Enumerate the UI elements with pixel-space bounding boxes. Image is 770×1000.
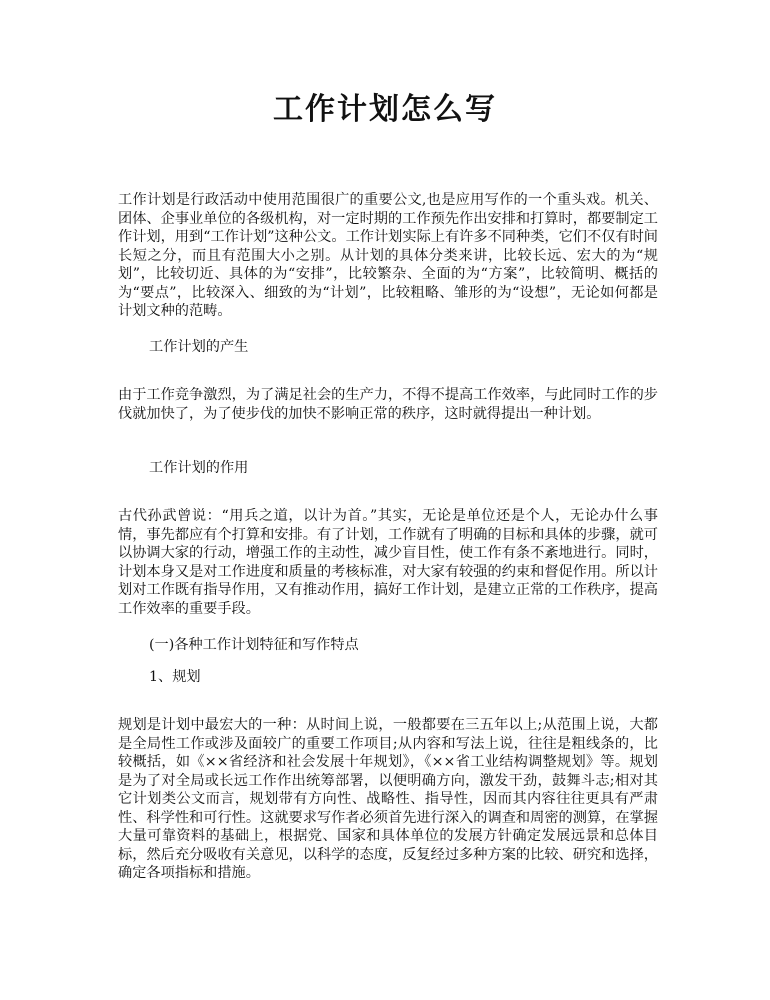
subsection-heading-plan: 1、规划 xyxy=(149,669,201,685)
role-paragraph: 古代孙武曾说：“用兵之道，以计为首。”其实，无论是单位还是个人，无论办什么事情，事先都应有个打算和安排。有了计划，工作就有了明确的目标和具体的步骤，就可以协调大家的行动，增强工作的主动性，减少盲目性，使工作有条不紊地进行。同时，计划本身又是对工作进度和质量的考核标准，对大家有较强的约束和督促作用。所以计划对工作既有指导作用，又有推动作用，搞好工作计划，是建立正常的工作秩序，提高工作效率的重要手段。 xyxy=(118,508,658,617)
section-heading-role: 工作计划的作用 xyxy=(149,460,249,476)
origin-paragraph: 由于工作竞争激烈，为了满足社会的生产力，不得不提高工作效率，与此同时工作的步伐就加快了，为了使步伐的加快不影响正常的秩序，这时就得提出一种计划。 xyxy=(118,387,658,422)
intro-paragraph: 工作计划是行政活动中使用范围很广的重要公文,也是应用写作的一个重头戏。机关、团体、企事业单位的各级机构，对一定时期的工作预先作出安排和打算时，都要制定工作计划，用到“工作计划”这种公文。工作计划实际上有许多不同种类，它们不仅有时间长短之分，而且有范围大小之别。从计划的具体分类来讲，比较长远、宏大的为“规划”，比较切近、具体的为“安排”，比较繁杂、全面的为“方案”，比较简明、概括的为“要点”，比较深入、细致的为“计划”，比较粗略、雏形的为“设想”，无论如何都是计划文种的范畴。 xyxy=(118,192,658,319)
document-title: 工作计划怎么写 xyxy=(273,92,497,127)
section-heading-origin: 工作计划的产生 xyxy=(149,339,249,355)
section-heading-types: (一)各种工作计划特征和写作特点 xyxy=(149,637,359,653)
plan-paragraph: 规划是计划中最宏大的一种：从时间上说，一般都要在三五年以上;从范围上说，大都是全局性工作或涉及面较广的重要工作项目;从内容和写法上说，往往是粗线条的，比较概括，如《××省经济和社会发展十年规划》，《××省工业结构调整规划》等。规划是为了对全局或长远工作作出统筹部署，以便明确方向，激发干劲，鼓舞斗志;相对其它计划类公文而言，规划带有方向性、战略性、指导性，因而其内容往往更具有严肃性、科学性和可行性。这就要求写作者必须首先进行深入的调查和周密的测算，在掌握大量可靠资料的基础上，根据党、国家和具体单位的发展方针确定发展远景和总体目标，然后充分吸收有关意见，以科学的态度，反复经过多种方案的比较、研究和选择，确定各项指标和措施。 xyxy=(118,717,658,881)
